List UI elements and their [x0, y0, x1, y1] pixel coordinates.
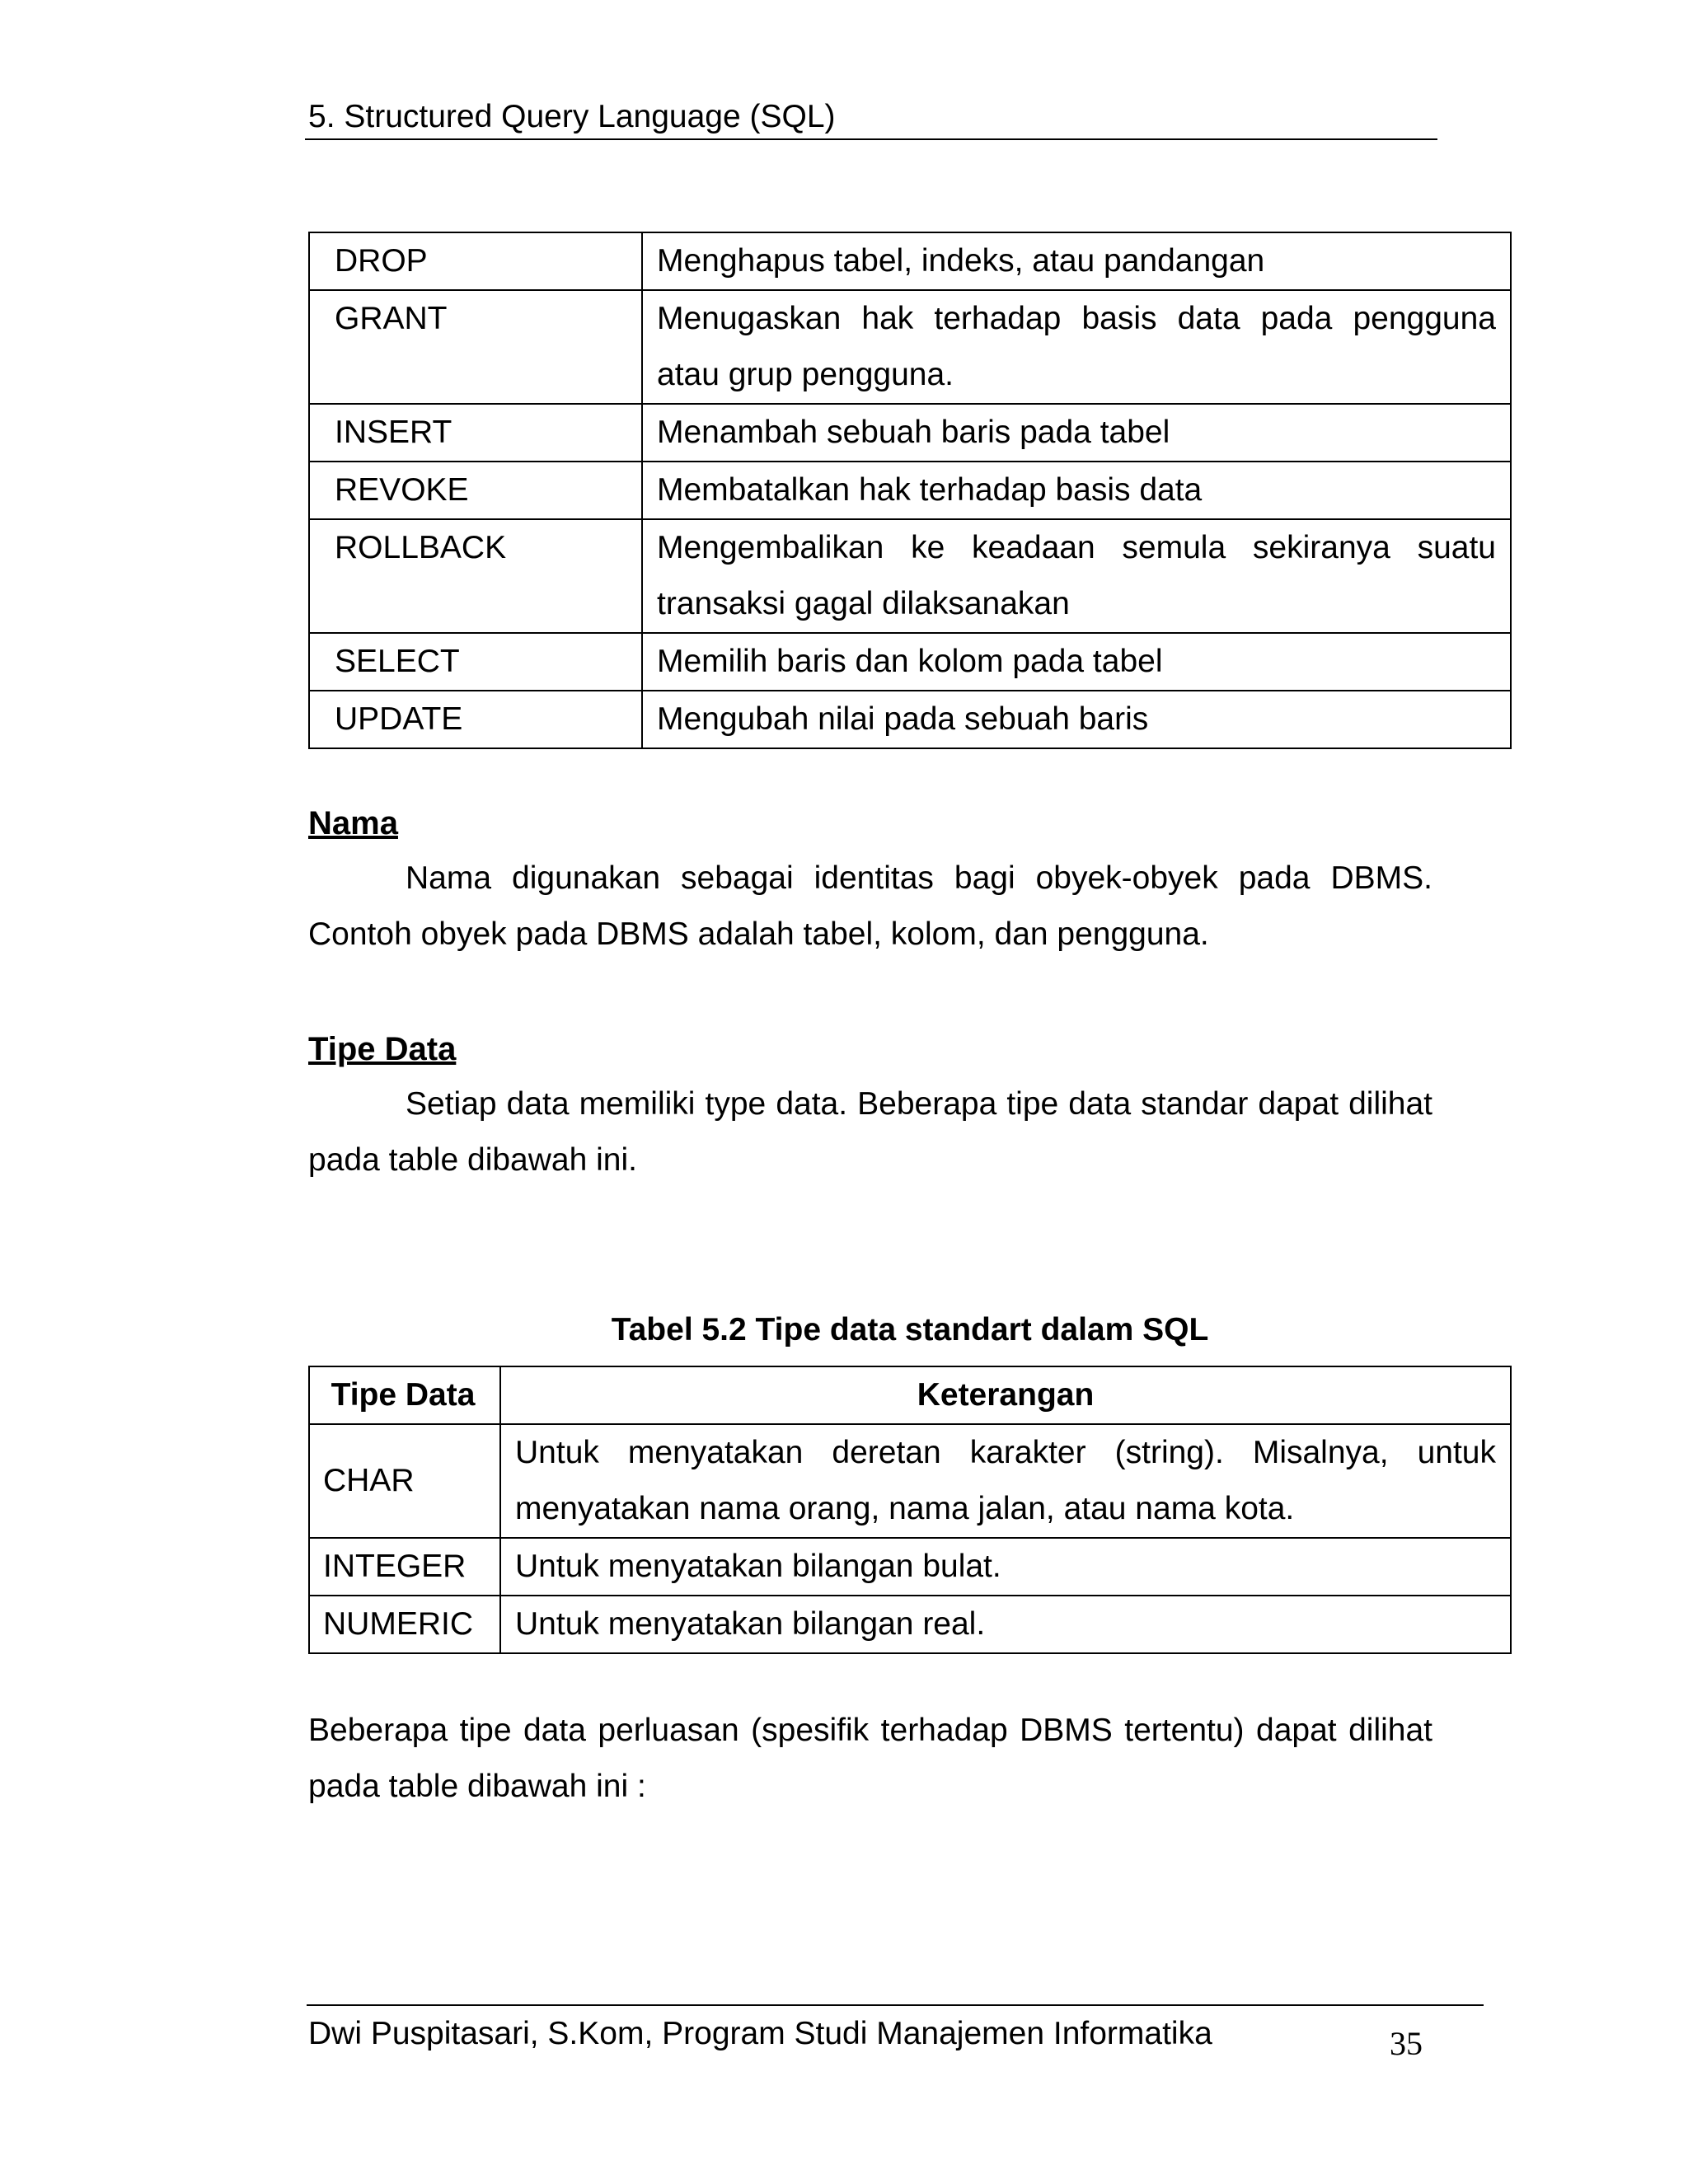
- table-row: [309, 290, 1511, 404]
- paragraph-tipe-data: Setiap data memiliki type data. Beberapa tipe data standar dapat dilihat pada table dibawah ini.: [308, 1086, 1432, 1178]
- command-cell: SELECT: [309, 633, 642, 691]
- command-cell: DROP: [309, 232, 642, 290]
- table-row: [309, 691, 1511, 748]
- column-header-tipe-data: Tipe Data: [309, 1366, 500, 1424]
- description-cell: Mengubah nilai pada sebuah baris: [642, 691, 1511, 748]
- command-cell: UPDATE: [309, 691, 642, 748]
- description-cell: Menugaskan hak terhadap basis data pada pengguna atau grup pengguna.: [642, 290, 1511, 404]
- table-row: [309, 404, 1511, 462]
- command-cell: ROLLBACK: [309, 519, 642, 633]
- description-cell: Menambah sebuah baris pada tabel: [642, 404, 1511, 462]
- table-row: [309, 519, 1511, 633]
- section-title-tipe-data: Tipe Data: [308, 1031, 457, 1067]
- column-header-keterangan: Keterangan: [500, 1366, 1511, 1424]
- footer-author: Dwi Puspitasari, S.Kom, Program Studi Manajemen Informatika: [308, 2016, 1212, 2051]
- command-cell: GRANT: [309, 290, 642, 404]
- type-cell: NUMERIC: [309, 1596, 500, 1653]
- description-cell: Untuk menyatakan bilangan real.: [500, 1596, 1511, 1653]
- table-row: [309, 633, 1511, 691]
- header-rule: [305, 138, 1437, 140]
- table-header-row: [309, 1366, 1511, 1424]
- command-cell: REVOKE: [309, 462, 642, 519]
- section-title-nama: Nama: [308, 805, 398, 841]
- description-cell: Menghapus tabel, indeks, atau pandangan: [642, 232, 1511, 290]
- description-cell: Membatalkan hak terhadap basis data: [642, 462, 1511, 519]
- description-cell: Mengembalikan ke keadaan semula sekiranya suatu transaksi gagal dilaksanakan: [642, 519, 1511, 633]
- command-cell: INSERT: [309, 404, 642, 462]
- table-caption: Tabel 5.2 Tipe data standart dalam SQL: [611, 1312, 1209, 1347]
- paragraph-nama: Nama digunakan sebagai identitas bagi obyek-obyek pada DBMS. Contoh obyek pada DBMS adalah tabel, kolom, dan pengguna.: [308, 860, 1432, 952]
- table-row: [309, 462, 1511, 519]
- data-type-table: [308, 1366, 1512, 1654]
- footer-rule: [307, 2004, 1484, 2006]
- description-cell: Memilih baris dan kolom pada tabel: [642, 633, 1511, 691]
- description-cell: Untuk menyatakan bilangan bulat.: [500, 1538, 1511, 1596]
- page-number: 35: [1390, 2025, 1423, 2062]
- type-cell: CHAR: [309, 1424, 500, 1538]
- table-row: [309, 1596, 1511, 1653]
- type-cell: INTEGER: [309, 1538, 500, 1596]
- description-cell: Untuk menyatakan deretan karakter (string). Misalnya, untuk menyatakan nama orang, nama jalan, atau nama kota.: [500, 1424, 1511, 1538]
- sql-command-table: [308, 232, 1512, 749]
- table-row: [309, 1538, 1511, 1596]
- closing-paragraph: Beberapa tipe data perluasan (spesifik terhadap DBMS tertentu) dapat dilihat pada table dibawah ini :: [308, 1713, 1432, 1804]
- table-row: [309, 1424, 1511, 1538]
- table-row: [309, 232, 1511, 290]
- page-header-title: 5. Structured Query Language (SQL): [308, 99, 836, 134]
